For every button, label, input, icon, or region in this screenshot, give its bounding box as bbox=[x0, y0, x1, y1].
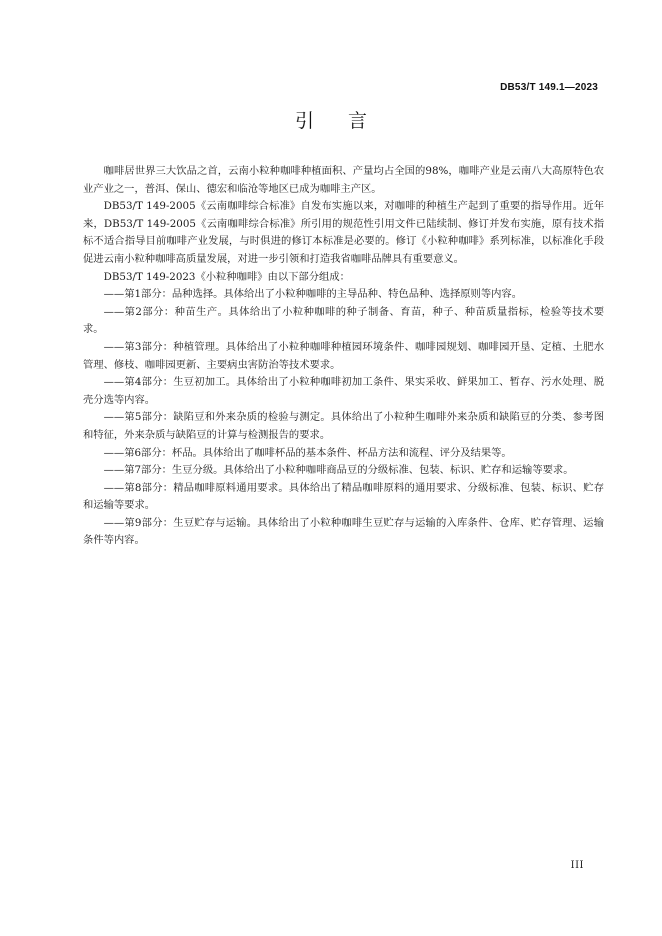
paragraph-intro: 咖啡居世界三大饮品之首，云南小粒种咖啡种植面积、产量均占全国的98%，咖啡产业是云南八大高原特色农业产业之一，普洱、保山、德宏和临沧等地区已成为咖啡主产区。 bbox=[83, 165, 604, 195]
list-item-part-9: ——第9部分：生豆贮存与运输。具体给出了小粒种咖啡生豆贮存与运输的入库条件、仓库、贮存管理、运输条件等内容。 bbox=[83, 516, 604, 547]
list-item-part-3: ——第3部分：种植管理。具体给出了小粒种咖啡种植园环境条件、咖啡园规划、咖啡园开垦、定植、土肥水管理、修枝、咖啡园更新、主要病虫害防治等技术要求。 bbox=[83, 340, 604, 371]
list-item-part-5: ——第5部分：缺陷豆和外来杂质的检验与测定。具体给出了小粒种生咖啡外来杂质和缺陷豆的分类、参考图和特征，外来杂质与缺陷豆的计算与检测报告的要求。 bbox=[83, 411, 604, 441]
list-item-part-4: ——第4部分：生豆初加工。具体给出了小粒种咖啡初加工条件、果实采收、鲜果加工、暂存、污水处理、脱壳分选等内容。 bbox=[83, 376, 604, 406]
list-item-part-8: ——第8部分：精品咖啡原料通用要求。具体给出了精品咖啡原料的通用要求、分级标准、包装、标识、贮存和运输等要求。 bbox=[83, 481, 604, 512]
body-text bbox=[83, 163, 604, 550]
list-item-part-1: ——第1部分：品种选择。具体给出了小粒种咖啡的主导品种、特色品种、选择原则等内容。 bbox=[103, 288, 523, 301]
list-item-part-7: ——第7部分：生豆分级。具体给出了小粒种咖啡商品豆的分级标准、包装、标识、贮存和运输等要求。 bbox=[103, 464, 574, 477]
page-number: III bbox=[570, 860, 584, 871]
paragraph-parts-intro: DB53/T 149-2023《小粒种咖啡》由以下部分组成： bbox=[103, 270, 350, 283]
list-item-part-2: ——第2部分：种苗生产。具体给出了小粒种咖啡的种子制备、育苗，种子、种苗质量指标，检验等技术要求。 bbox=[83, 305, 604, 336]
page-title: 引言 bbox=[294, 110, 401, 132]
standard-code: DB53/T 149.1—2023 bbox=[500, 82, 598, 93]
list-item-part-6: ——第6部分：杯品。具体给出了咖啡杯品的基本条件、杯品方法和流程、评分及结果等。 bbox=[103, 446, 512, 459]
paragraph-background: DB53/T 149-2005《云南咖啡综合标准》自发布实施以来，对咖啡的种植生产起到了重要的指导作用。近年来，DB53/T 149-2005《云南咖啡综合标准》所引用的规范性引用文件已陆续制、修订并发布实施，原有技术指标不适合指导目前咖啡产业发展，与时俱进的修订本标准是必要的。修订《小粒种咖啡》系列标准，以标准化手段促进云南小粒种咖啡高质量发展，对进一步引领和打造我省咖啡品牌具有重要意义。 bbox=[83, 200, 604, 265]
